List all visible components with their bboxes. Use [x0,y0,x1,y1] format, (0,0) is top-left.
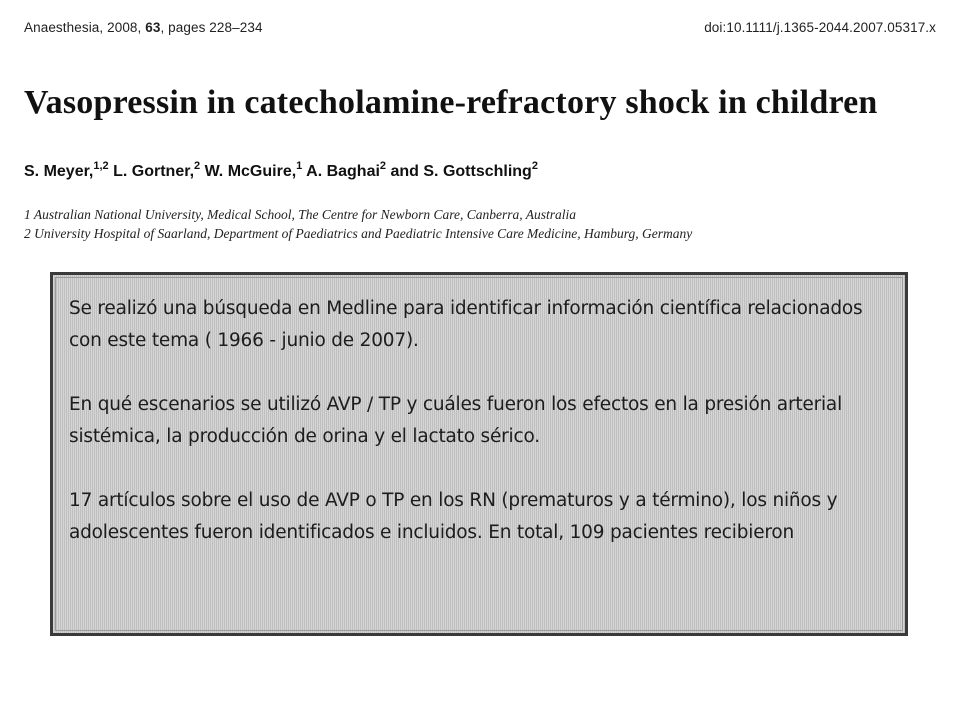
summary-text [69,293,895,581]
journal-volume: 63 [145,20,161,35]
summary-paragraph-question: En qué escenarios se utilizó AVP / TP y cuáles fueron los efectos en la presión arterial sistémica, la producción de orina y el lactato sérico. [69,394,843,447]
affiliations [24,205,692,243]
author-name: A. Baghai [302,163,380,180]
author-affiliation-mark: 2 [194,160,201,172]
journal-pages: , pages 228–234 [160,20,263,35]
author-affiliation-mark: 2 [531,160,538,172]
affiliation-1: 1 Australian National University, Medical School, The Centre for Newborn Care, Canberra, Australia [24,207,576,222]
author-name: S. Meyer, [24,163,94,180]
author-name: L. Gortner, [108,163,195,180]
summary-paragraph-results: 17 artículos sobre el uso de AVP o TP en los RN (prematuros y a término), los niños y adolescentes fueron identificados e incluidos. En total, 109 pacientes recibieron [69,490,838,543]
author-affiliation-mark: 2 [379,160,387,172]
author-affiliation-mark: 1 [296,160,303,172]
author-affiliation-mark: 1,2 [93,160,109,172]
author-name: and S. Gottschling [386,163,532,180]
affiliation-2: 2 University Hospital of Saarland, Department of Paediatrics and Paediatric Intensive Care Medicine, Hamburg, Germany [24,226,693,241]
summary-box [50,272,908,636]
journal-name: Anaesthesia, 2008, [24,20,146,35]
author-name: W. McGuire, [200,163,297,180]
article-title: Vasopressin in catecholamine-refractory shock in children [24,84,878,121]
journal-citation [24,20,263,35]
author-list [24,160,538,181]
doi: doi:10.1111/j.1365-2044.2007.05317.x [704,20,936,35]
summary-paragraph-search: Se realizó una búsqueda en Medline para identificar información científica relacionados con este tema ( 1966 - junio de 2007). [69,298,863,351]
